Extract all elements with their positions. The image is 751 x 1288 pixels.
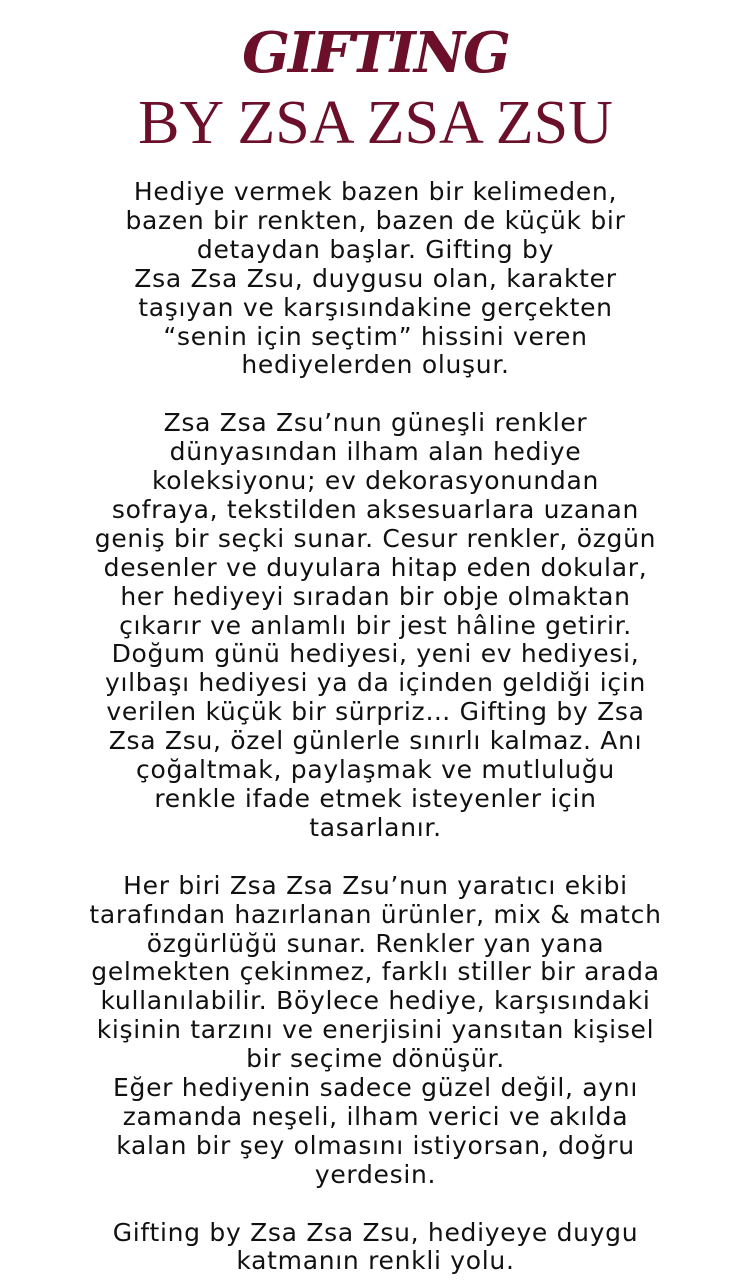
text-line: taşıyan ve karşısındakine gerçekten — [138, 292, 613, 322]
text-line: geniş bir seçki sunar. Cesur renkler, özgün — [94, 523, 657, 553]
paragraph-spacer — [0, 1190, 751, 1219]
page-title: GIFTING — [242, 20, 509, 86]
text-line: bir seçime dönüşür. — [246, 1044, 505, 1074]
text-line: Hediye vermek bazen bir kelimeden, — [133, 177, 618, 206]
text-line: Eğer hediyenin sadece güzel değil, aynı — [113, 1073, 638, 1103]
closing-paragraph — [3, 1219, 748, 1277]
text-line: tarafından hazırlanan ürünler, mix & match — [89, 899, 662, 929]
text-line: verilen küçük bir sürpriz… Gifting by Zsa — [106, 697, 645, 727]
text-line: Zsa Zsa Zsu, duygusu olan, karakter — [134, 263, 617, 293]
text-line: bazen bir renkten, bazen de küçük bir — [125, 205, 626, 235]
text-line: özgürlüğü sunar. Renkler yan yana — [146, 928, 605, 958]
text-line: Zsa Zsa Zsu’nun güneşli renkler — [163, 408, 588, 438]
text-line: katmanın renkli yolu. — [236, 1246, 515, 1276]
text-line: her hediyeyi sıradan bir obje olmaktan — [120, 581, 631, 611]
text-line: hediyelerden oluşur. — [241, 350, 510, 380]
text-line: kullanılabilir. Böylece hediye, karşısındaki — [100, 986, 651, 1016]
text-line: tasarlanır. — [309, 812, 442, 842]
text-line: koleksiyonu; ev dekorasyonundan — [151, 466, 600, 496]
text-line: yılbaşı hediyesi ya da içinden geldiği için — [104, 668, 646, 698]
text-line: sofraya, tekstilden aksesuarlara uzanan — [111, 494, 640, 524]
text-line: Gifting by Zsa Zsa Zsu, hediyeye duygu — [112, 1217, 639, 1247]
paragraph-spacer — [0, 380, 751, 409]
paragraph-spacer — [0, 843, 751, 872]
text-line: Zsa Zsu, özel günlerle sınırlı kalmaz. Anı — [108, 726, 643, 756]
text-line: çoğaltmak, paylaşmak ve mutluluğu — [136, 755, 615, 785]
text-line: çıkarır ve anlamlı bir jest hâline getirir. — [119, 610, 632, 640]
text-line: zamanda neşeli, ilham verici ve akılda — [122, 1101, 629, 1131]
text-line: yerdesin. — [314, 1159, 437, 1189]
collection-paragraph — [3, 409, 748, 843]
text-line: Doğum günü hediyesi, yeni ev hediyesi, — [111, 639, 640, 669]
invitation-paragraph — [3, 1074, 748, 1190]
text-line: dünyasından ilham alan hediye — [169, 437, 582, 467]
text-line: kişinin tarzını ve enerjisini yansıtan kişisel — [96, 1015, 655, 1045]
text-line: Her biri Zsa Zsa Zsu’nun yaratıcı ekibi — [123, 870, 628, 900]
text-line: renkle ifade etmek isteyenler için — [154, 784, 597, 814]
page-subtitle: BY ZSA ZSA ZSU — [138, 89, 613, 157]
mix-match-paragraph — [3, 872, 748, 1074]
text-line: gelmekten çekinmez, farklı stiller bir arada — [91, 957, 660, 987]
text-line: kalan bir şey olmasını istiyorsan, doğru — [116, 1130, 635, 1160]
text-line: “senin için seçtim” hissini veren — [163, 321, 588, 351]
text-line: detaydan başlar. Gifting by — [196, 234, 555, 264]
intro-paragraph — [3, 178, 748, 380]
text-line: desenler ve duyulara hitap eden dokular, — [103, 552, 648, 582]
